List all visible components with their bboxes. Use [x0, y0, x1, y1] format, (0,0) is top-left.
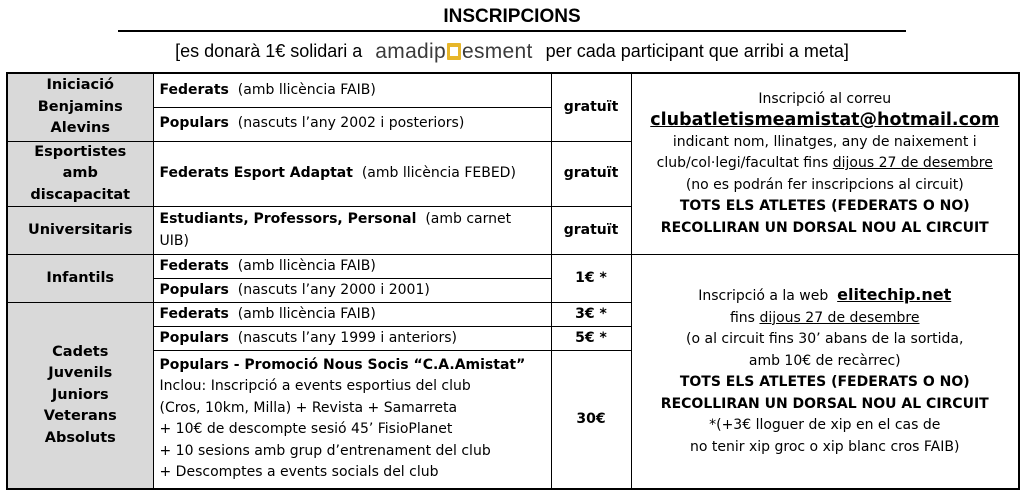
- option-note: (nascuts l’any 1999 i anteriors): [237, 329, 458, 346]
- option-label: Populars: [159, 281, 229, 298]
- option-note: (nascuts l’any 2000 i 2001): [237, 281, 430, 298]
- info-text: [638, 308, 1013, 330]
- deadline-text: dijous 27 de desembre: [832, 155, 993, 172]
- option-universitaris: [153, 207, 551, 255]
- category-iniciacio: [7, 73, 153, 141]
- category-label: Iniciació: [46, 77, 115, 93]
- info-text: [638, 153, 1013, 175]
- option-label: Federats Esport Adaptat: [159, 165, 353, 181]
- solidarity-prefix: [es donarà 1€ solidari a: [175, 41, 363, 61]
- promo-line: Inclou: Inscripció a events esportius del club: [159, 378, 471, 395]
- info-web-registration: [631, 255, 1019, 489]
- category-label: Alevins: [50, 120, 110, 136]
- option-note: (amb carnet UIB): [159, 211, 512, 249]
- price-esportistes: gratuït: [551, 141, 631, 207]
- info-text: indicant nom, llinatges, any de naixement i: [672, 133, 977, 150]
- option-promocio-socis: [153, 351, 551, 489]
- price-cadets-federats: 3€ *: [551, 303, 631, 327]
- info-text: (no es podrán fer inscripcions al circuit): [685, 176, 964, 193]
- info-text: (o al circuit fins 30’ abans de la sortida,: [686, 331, 964, 348]
- logo-text-esment: esment: [461, 40, 533, 63]
- option-federats: [153, 255, 551, 279]
- info-email-registration: [631, 73, 1019, 255]
- info-bold-text: RECOLLIRAN UN DORSAL NOU AL CIRCUIT: [660, 395, 989, 412]
- info-text: amb 10€ de recàrrec): [748, 352, 901, 369]
- amadip-esment-logo: [375, 40, 532, 64]
- website-link[interactable]: elitechip.net: [837, 285, 952, 305]
- logo-mark-icon: [447, 43, 461, 60]
- category-label: amb discapacitat: [30, 165, 131, 203]
- option-federats-adaptat: [153, 141, 551, 207]
- promo-line: (Cros, 10km, Milla) + Revista + Samarreta: [159, 399, 458, 416]
- option-note: (nascuts l’any 2002 i posteriors): [237, 115, 465, 132]
- info-bold-text: RECOLLIRAN UN DORSAL NOU AL CIRCUIT: [660, 219, 989, 236]
- info-bold-text: TOTS ELS ATLETES (FEDERATS O NO): [679, 374, 970, 391]
- info-bold-text: TOTS ELS ATLETES (FEDERATS O NO): [679, 198, 970, 215]
- price-infantils: 1€ *: [551, 255, 631, 303]
- option-label: Federats: [159, 81, 229, 98]
- info-text: *(+3€ lloguer de xip en el cas de: [709, 417, 941, 434]
- info-text-prefix: Inscripció a la web: [698, 288, 829, 305]
- info-text: Inscripció al correu: [758, 90, 892, 107]
- option-federats: [153, 73, 551, 107]
- category-label: Cadets: [52, 343, 109, 360]
- option-note: (amb llicència FAIB): [237, 257, 376, 274]
- option-label: Federats: [159, 257, 229, 274]
- promo-line: + Descomptes a events socials del club: [159, 464, 439, 481]
- option-populars: [153, 327, 551, 351]
- category-universitaris: Universitaris: [7, 207, 153, 255]
- option-label: Estudiants, Professors, Personal: [159, 211, 417, 227]
- email-link[interactable]: clubatletismeamistat@hotmail.com: [650, 110, 1000, 131]
- category-label: Benjamins: [37, 98, 123, 115]
- category-label: Juniors: [51, 386, 109, 403]
- table-row: [7, 255, 1019, 279]
- price-iniciacio: gratuït: [551, 73, 631, 141]
- option-label: Populars: [159, 115, 229, 132]
- price-promocio: 30€: [551, 351, 631, 489]
- info-text: [638, 284, 1013, 308]
- price-cadets-populars: 5€ *: [551, 327, 631, 351]
- option-populars: [153, 107, 551, 141]
- title-underline: [118, 30, 906, 32]
- page-title: INSCRIPCIONS: [443, 6, 581, 27]
- option-label: Populars: [159, 329, 229, 346]
- category-esportistes: [7, 141, 153, 207]
- option-note: (amb llicència FAIB): [237, 305, 376, 322]
- deadline-text: dijous 27 de desembre: [759, 309, 920, 326]
- option-note: (amb llicència FAIB): [237, 81, 376, 98]
- price-universitaris: gratuït: [551, 207, 631, 255]
- logo-text-amadip: amadip: [375, 40, 446, 63]
- solidarity-note: [0, 40, 1024, 64]
- category-label: Absoluts: [44, 429, 116, 446]
- category-infantils: Infantils: [7, 255, 153, 303]
- promo-line: + 10 sesions amb grup d’entrenament del club: [159, 442, 491, 459]
- option-label: Federats: [159, 305, 229, 322]
- category-label: Veterans: [43, 408, 117, 424]
- category-label: Juvenils: [48, 365, 113, 381]
- info-text: no tenir xip groc o xip blanc cros FAIB): [690, 438, 960, 455]
- option-note: (amb llicència FEBED): [361, 165, 516, 181]
- promo-title: Populars - Promoció Nous Socis “C.A.Amistat”: [159, 356, 526, 373]
- option-federats: [153, 303, 551, 327]
- category-cadets: [7, 303, 153, 489]
- promo-line: + 10€ de descompte sesió 45’ FisioPlanet: [159, 421, 453, 438]
- table-row: [7, 73, 1019, 107]
- inscriptions-table: [6, 72, 1020, 490]
- option-populars: [153, 279, 551, 303]
- category-label: Esportistes: [34, 143, 127, 160]
- solidarity-suffix: per cada participant que arribi a meta]: [545, 41, 849, 61]
- info-text-prefix: fins: [729, 309, 755, 326]
- info-text-prefix: club/col·legi/facultat fins: [656, 155, 829, 172]
